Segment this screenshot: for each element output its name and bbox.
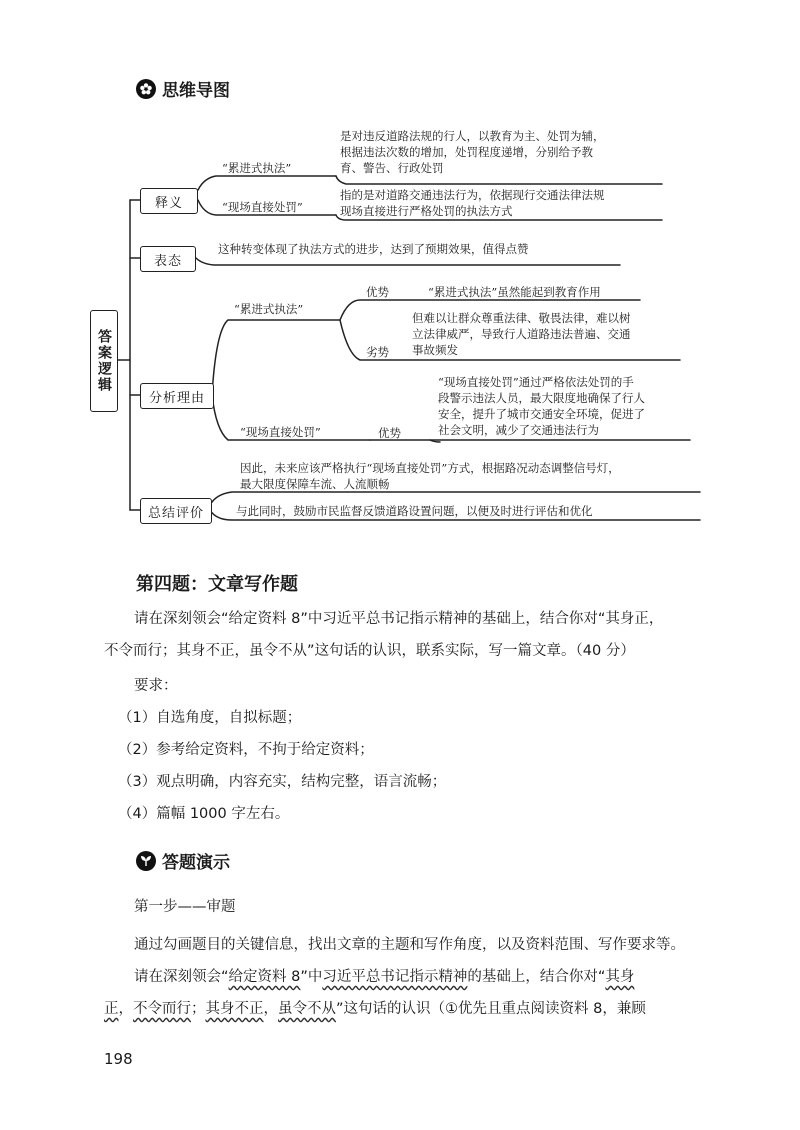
fenxi-adv-text: “累进式执法”虽然能起到教育作用 xyxy=(428,285,601,299)
text-line: 育、警告、行政处罚 xyxy=(340,161,444,175)
text-line: 社会文明，减少了交通违法行为 xyxy=(438,423,599,437)
text-span: ， xyxy=(263,1001,278,1017)
highlight-span: 其身 xyxy=(605,969,635,985)
mindmap-root: 答案逻辑 xyxy=(90,310,118,412)
biaotai-text: 这种转变体现了执法方式的进步，达到了预期效果，值得点赞 xyxy=(218,242,529,256)
requirement-4: （4）篇幅 1000 字左右。 xyxy=(118,806,290,822)
text-span: ； xyxy=(191,1001,206,1017)
text-line: 安全，提升了城市交通安全环境，促进了 xyxy=(438,407,645,421)
text-line: 但难以让群众尊重法律、敬畏法律，难以树 xyxy=(412,311,631,325)
text-line: 根据违法次数的增加，处罚程度递增，分别给予教 xyxy=(340,145,593,159)
fenxi-dis-label: 劣势 xyxy=(366,345,389,359)
highlight-span: 其身不正 xyxy=(205,1001,264,1017)
shiyi-sub2-label: “现场直接处罚” xyxy=(222,200,303,214)
highlight-span: 虽令不从 xyxy=(278,1001,336,1017)
highlight-span: 不令而行 xyxy=(133,1001,191,1017)
text-line: 立法律威严，导致行人道路违法普遍、交通 xyxy=(412,327,631,341)
text-line: 事故频发 xyxy=(412,343,458,357)
highlight-span: 给定资料 8 xyxy=(228,969,301,985)
text-line: “现场直接处罚”通过严格依法处罚的手 xyxy=(438,375,634,389)
fenxi-sub1-label: “累进式执法” xyxy=(234,302,304,316)
text-line: 是对违反道路法规的行人，以教育为主、处罚为辅， xyxy=(340,129,605,143)
text-span: 请在深刻领会“ xyxy=(134,969,229,985)
zongjie-text2: 与此同时，鼓励市民监督反馈道路设置问题，以便及时进行评估和优化 xyxy=(236,504,593,518)
page-number: 198 xyxy=(104,1050,133,1068)
question-prompt-line-2: 不令而行；其身不正，虽令不从”这句话的认识，联系实际，写一篇文章。（40 分） xyxy=(104,643,635,659)
shiyi-sub1-text xyxy=(340,128,605,176)
fenxi-adv2-label: 优势 xyxy=(378,426,401,440)
text-line: 指的是对道路交通违法行为，依据现行交通法律法规 xyxy=(340,188,605,202)
text-line: 最大限度保障车流、人流顺畅 xyxy=(240,477,390,491)
text-line: 段警示违法人员，最大限度地确保了行人 xyxy=(438,391,645,405)
question-prompt-line-1: 请在深刻领会“给定资料 8”中习近平总书记指示精神的基础上，结合你对“其身正， xyxy=(134,611,664,627)
requirements-label: 要求： xyxy=(134,678,178,694)
demo-paragraph-2 xyxy=(104,962,704,992)
fenxi-sub2-label: “现场直接处罚” xyxy=(240,425,321,439)
text-line: 因此，未来应该严格执行“现场直接处罚”方式，根据路况动态调整信号灯， xyxy=(240,461,620,475)
question-title: 第四题：文章写作题 xyxy=(136,574,298,595)
text-line: 现场直接进行严格处罚的执法方式 xyxy=(340,204,513,218)
text-span: ， xyxy=(118,1001,133,1017)
shiyi-sub2-text xyxy=(340,187,605,219)
highlight-span: 习近平总书记指示精神 xyxy=(322,969,468,985)
requirement-2: （2）参考给定资料，不拘于给定资料； xyxy=(118,742,374,758)
demo-heading-text: 答题演示 xyxy=(162,853,230,873)
node-shiyi: 释义 xyxy=(140,188,198,214)
node-fenxi: 分析理由 xyxy=(140,383,214,409)
fenxi-dis-text xyxy=(412,310,631,358)
demo-heading xyxy=(136,848,230,873)
node-zongjie: 总结评价 xyxy=(140,498,212,524)
demo-paragraph-3 xyxy=(104,994,704,1024)
shiyi-sub1-label: “累进式执法” xyxy=(222,161,292,175)
requirement-1: （1）自选角度，自拟标题； xyxy=(118,710,302,726)
mindmap-heading-text: 思维导图 xyxy=(162,81,230,101)
highlight-span: 正 xyxy=(104,1001,119,1017)
text-span: ”这句话的认识（①优先且重点阅读资料 8，兼顾 xyxy=(336,1001,646,1017)
sprout-icon xyxy=(136,851,156,871)
demo-paragraph-1: 通过勾画题目的关键信息，找出文章的主题和写作角度，以及资料范围、写作要求等。 xyxy=(134,937,685,953)
text-span: 的基础上，结合你对“ xyxy=(467,969,606,985)
zongjie-text1 xyxy=(240,460,620,492)
requirement-3: （3）观点明确，内容充实，结构完整，语言流畅； xyxy=(118,774,447,790)
step-1-title: 第一步——审题 xyxy=(134,899,236,915)
text-span: ”中 xyxy=(300,969,323,985)
node-biaotai: 表态 xyxy=(140,246,196,272)
fenxi-adv2-text xyxy=(438,374,645,438)
fenxi-adv-label: 优势 xyxy=(366,285,389,299)
